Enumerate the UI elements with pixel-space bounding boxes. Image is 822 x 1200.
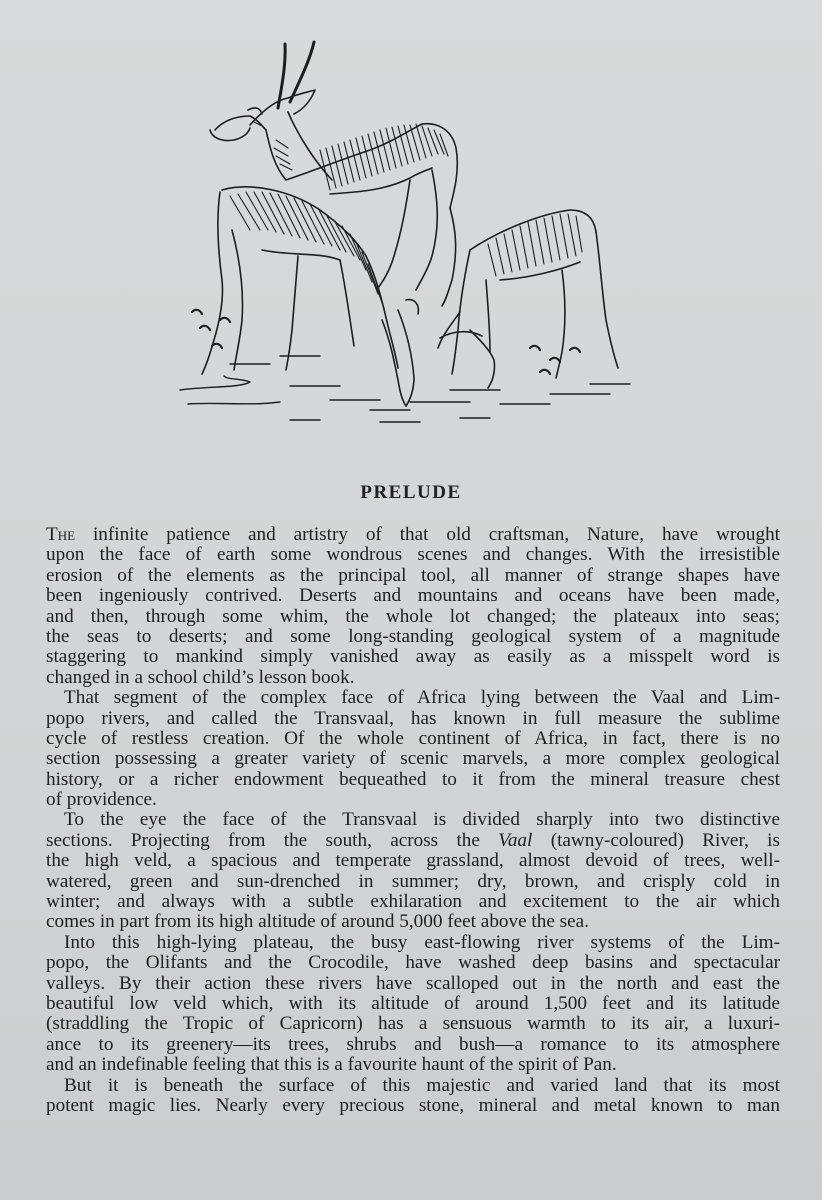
text-segment: (tawny-coloured) River, is <box>532 829 780 851</box>
text-segment: comes in part from its high altitude of around 5,000 feet above the sea. <box>46 911 589 933</box>
chapter-heading: PRELUDE <box>360 482 462 503</box>
text-line <box>46 994 780 1014</box>
italic-text: Vaal <box>498 829 533 851</box>
text-segment: and an indefinable feeling that this is a favourite haunt of the spirit of Pan. <box>46 1054 617 1076</box>
text-segment: (straddling the Tropic of Capricorn) has a sensuous warmth to its air, a luxuri- <box>46 1013 780 1035</box>
text-segment: changed in a school child’s lesson book. <box>46 666 355 688</box>
text-segment: popo rivers, and called the Transvaal, has known in full measure the sublime <box>46 707 780 729</box>
text-line <box>46 566 780 586</box>
text-line <box>46 1055 780 1075</box>
text-line <box>46 586 780 606</box>
text-line <box>46 1035 780 1055</box>
text-segment: Into this high-lying plateau, the busy east-flowing river systems of the Lim- <box>64 931 780 953</box>
text-segment: infinite patience and artistry of that old craftsman, Nature, have wrought <box>75 524 780 545</box>
text-segment: ance to its greenery—its trees, shrubs and bush—a romance to its atmosphere <box>46 1033 780 1055</box>
text-segment: valleys. By their action these rivers have scalloped out in the north and east the <box>46 972 780 994</box>
text-line <box>46 1076 780 1096</box>
text-line <box>46 647 780 667</box>
text-segment: To the eye the face of the Transvaal is divided sharply into two distinctive <box>64 809 780 831</box>
text-line <box>46 892 780 912</box>
text-line <box>46 729 780 749</box>
text-segment: But it is beneath the surface of this majestic and varied land that its most <box>64 1074 780 1096</box>
paragraph <box>46 688 780 810</box>
text-line <box>46 933 780 953</box>
text-line <box>46 545 780 565</box>
text-segment: the high veld, a spacious and temperate grassland, almost devoid of trees, well- <box>46 850 780 872</box>
paragraph <box>46 1076 780 1117</box>
text-line <box>46 790 780 810</box>
text-line <box>46 912 780 932</box>
text-segment: staggering to mankind simply vanished away as easily as a misspelt word is <box>46 646 780 668</box>
antelope-illustration <box>170 30 640 430</box>
text-segment: sections. Projecting from the south, across the <box>46 829 499 851</box>
small-caps-text: The <box>46 524 76 545</box>
paragraph <box>46 810 780 932</box>
text-segment: erosion of the elements as the principal tool, all manner of strange shapes have <box>46 564 780 586</box>
paragraph <box>46 933 780 1076</box>
text-segment: cycle of restless creation. Of the whole continent of Africa, in fact, there is no <box>46 727 780 749</box>
text-line <box>46 851 780 871</box>
text-line <box>46 525 780 545</box>
text-segment: and then, through some whim, the whole lot changed; the plateaux into seas; <box>46 605 780 627</box>
text-segment: beautiful low veld which, with its altitude of around 1,500 feet and its latitude <box>46 992 780 1014</box>
text-line <box>46 749 780 769</box>
text-line <box>46 872 780 892</box>
text-line <box>46 810 780 830</box>
text-segment: been ingeniously contrived. Deserts and mountains and oceans have been made, <box>46 585 780 607</box>
text-line <box>46 668 780 688</box>
text-line <box>46 1014 780 1034</box>
text-line <box>46 770 780 790</box>
text-segment: history, or a richer endowment bequeathed to it from the mineral treasure chest <box>46 768 780 790</box>
text-line <box>46 1096 780 1116</box>
text-segment: upon the face of earth some wondrous scenes and changes. With the irresistible <box>46 544 780 566</box>
text-line <box>46 974 780 994</box>
text-segment: That segment of the complex face of Africa lying between the Vaal and Lim- <box>64 687 780 709</box>
text-segment: watered, green and sun-drenched in summer; dry, brown, and crisply cold in <box>46 870 780 892</box>
text-line <box>46 831 780 851</box>
text-segment: the seas to deserts; and some long-standing geological system of a magnitude <box>46 625 780 647</box>
body-text <box>46 525 780 1116</box>
text-line <box>46 709 780 729</box>
antelope-drinking-icon <box>170 30 640 430</box>
text-segment: winter; and always with a subtle exhilaration and excitement to the air which <box>46 891 780 913</box>
text-line <box>46 688 780 708</box>
text-line <box>46 627 780 647</box>
text-line <box>46 953 780 973</box>
text-segment: popo, the Olifants and the Crocodile, have washed deep basins and spectacular <box>46 952 780 974</box>
text-line <box>46 607 780 627</box>
text-segment: potent magic lies. Nearly every precious stone, mineral and metal known to man <box>46 1094 780 1116</box>
text-segment: section possessing a greater variety of scenic marvels, a more complex geological <box>46 748 780 770</box>
paragraph <box>46 525 780 688</box>
text-segment: of providence. <box>46 789 157 811</box>
